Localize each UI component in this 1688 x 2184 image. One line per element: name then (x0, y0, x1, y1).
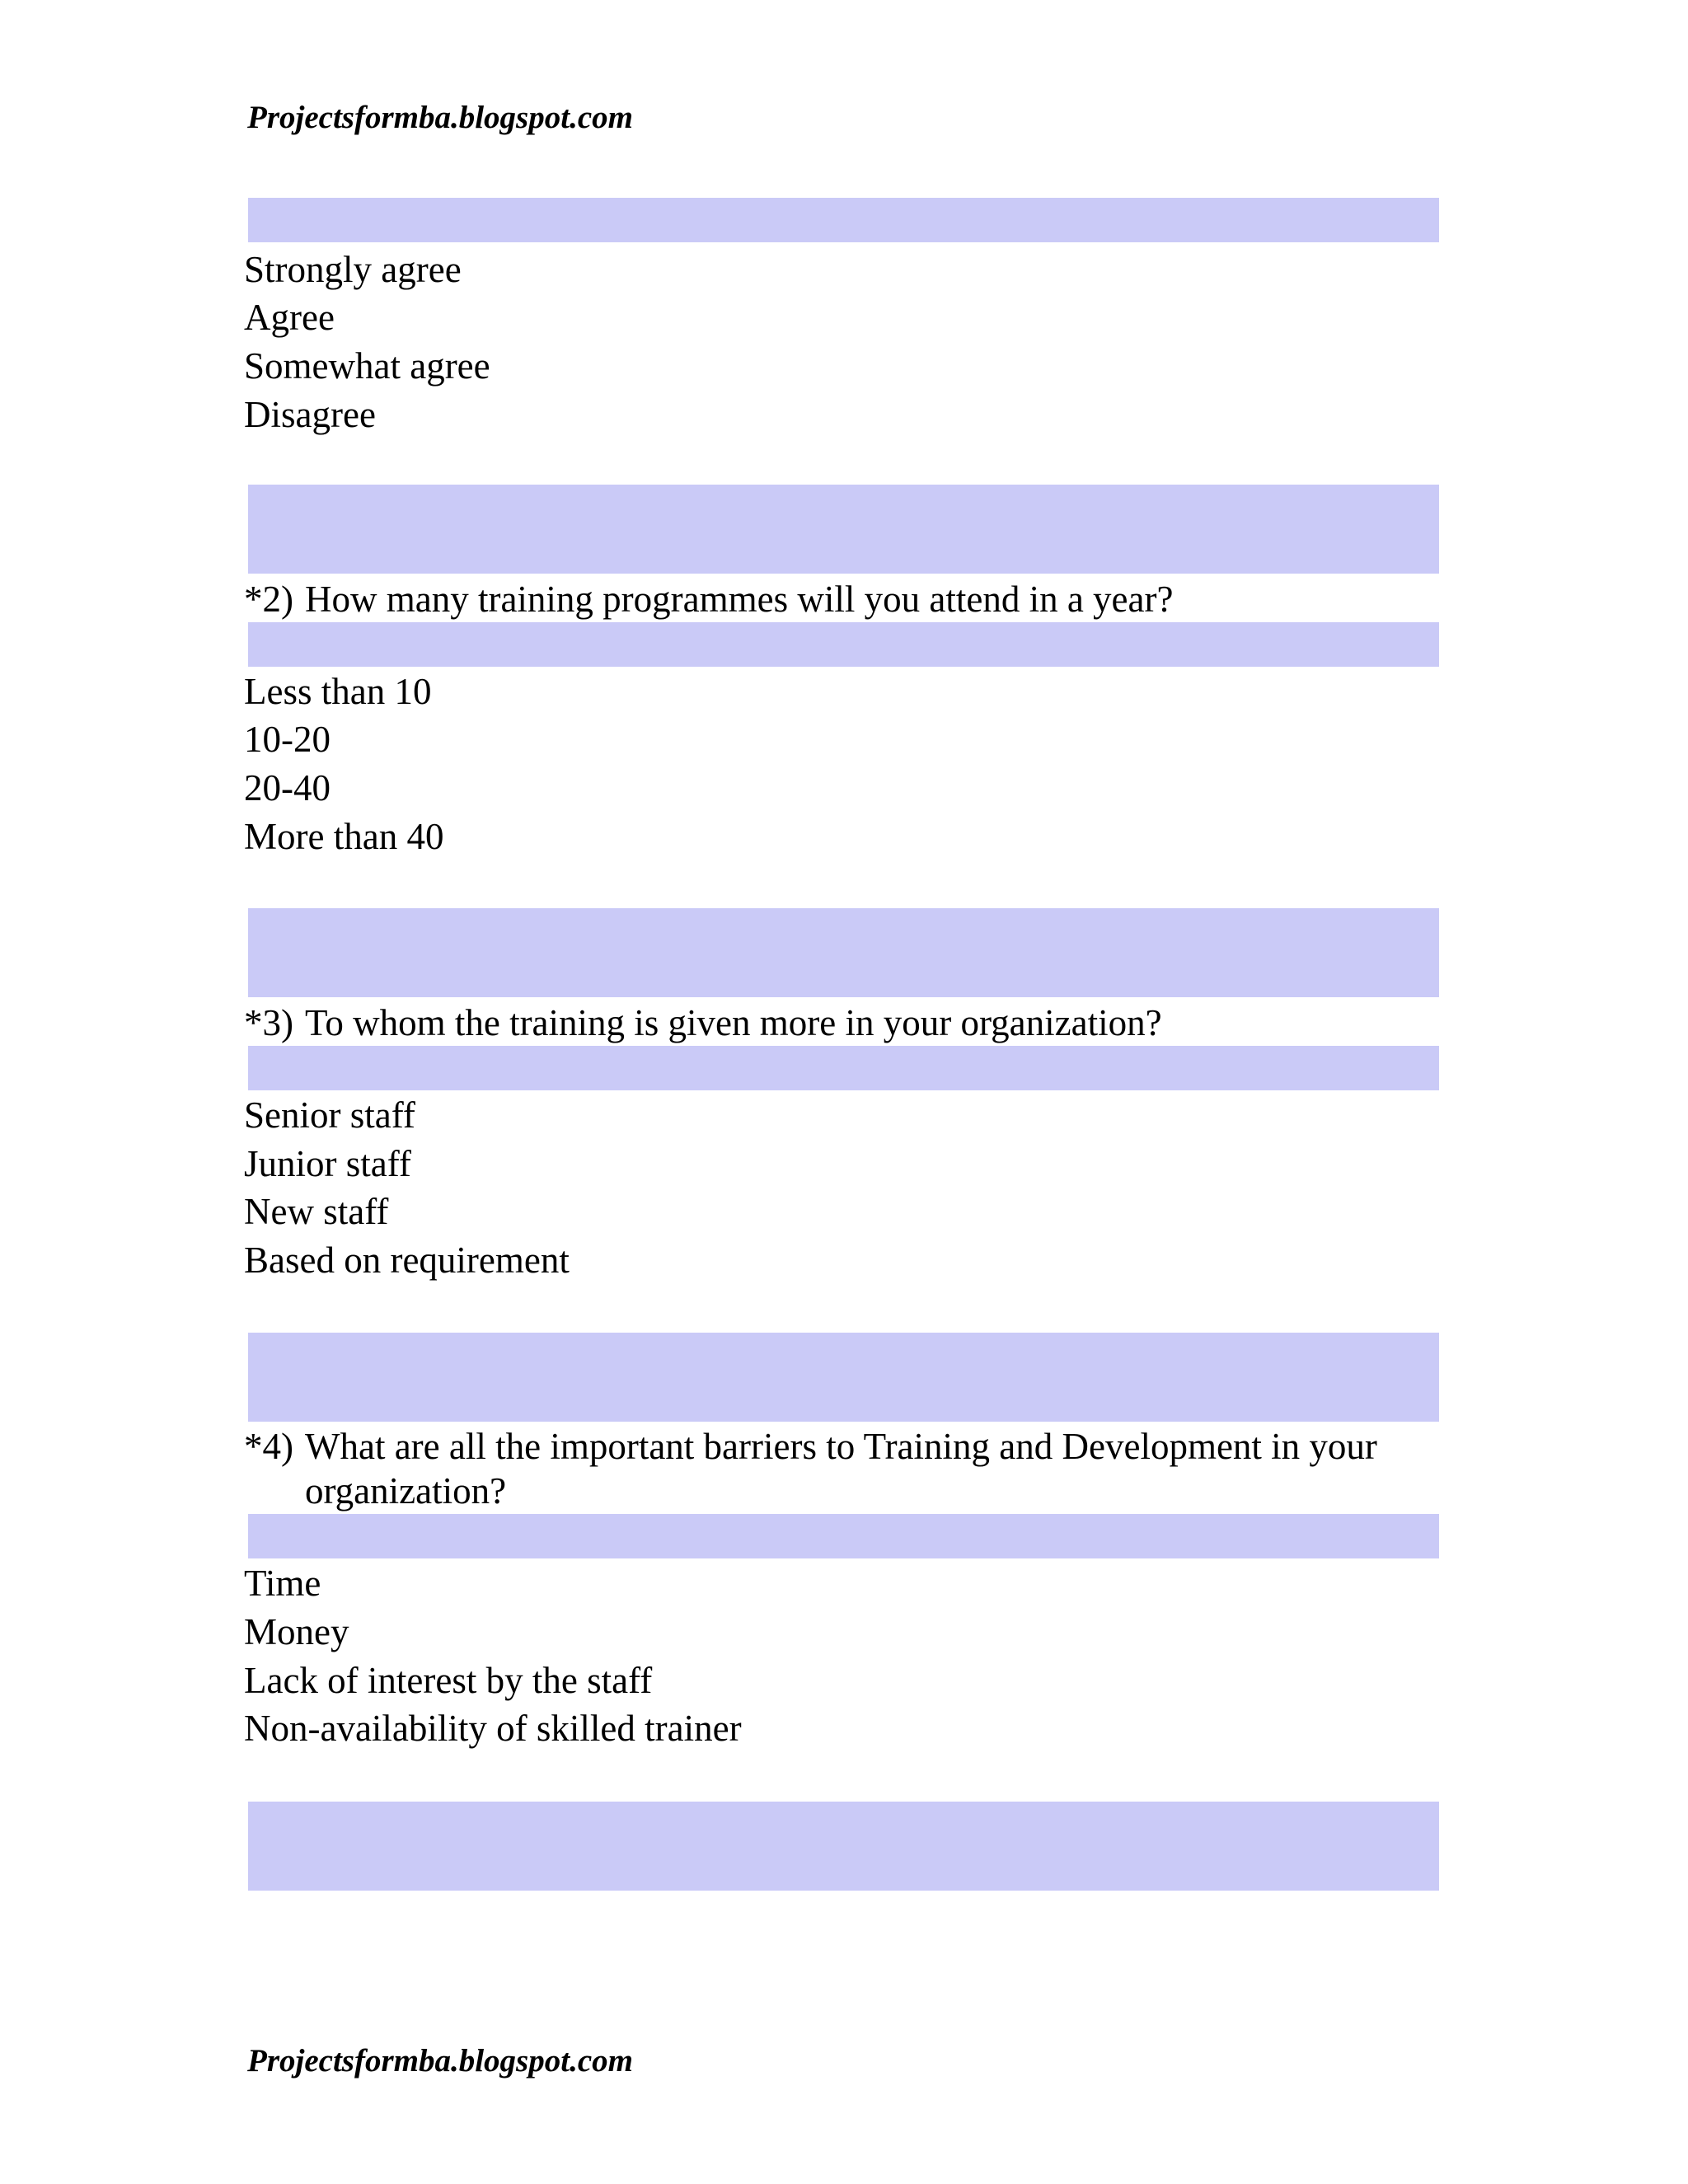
q3-option-1: Senior staff (244, 1094, 415, 1136)
q4-option-1: Time (244, 1563, 321, 1604)
question-4 (244, 1424, 1508, 1513)
question-band (248, 908, 1439, 997)
q1-option-4: Disagree (244, 394, 376, 435)
question-number: *4) (244, 1426, 293, 1467)
question-text: What are all the important barriers to Training and Development in your organization? (305, 1426, 1377, 1511)
q1-option-2: Agree (244, 297, 335, 338)
question-band (248, 1333, 1439, 1422)
question-text: To whom the training is given more in your organization? (305, 1002, 1162, 1043)
question-number: *2) (244, 579, 293, 620)
q3-option-4: Based on requirement (244, 1240, 570, 1281)
answer-band (248, 1046, 1439, 1090)
q3-option-3: New staff (244, 1191, 389, 1232)
question-band (248, 485, 1439, 574)
q4-option-2: Money (244, 1611, 349, 1652)
answer-band (248, 198, 1439, 242)
question-2 (244, 577, 1447, 621)
question-text: How many training programmes will you attend in a year? (305, 579, 1174, 620)
q2-option-1: Less than 10 (244, 671, 432, 712)
q2-option-3: 20-40 (244, 767, 331, 808)
q2-option-2: 10-20 (244, 719, 331, 760)
q1-option-3: Somewhat agree (244, 345, 490, 387)
question-number: *3) (244, 1002, 293, 1043)
answer-band (248, 1514, 1439, 1558)
q1-option-1: Strongly agree (244, 249, 462, 290)
answer-band (248, 622, 1439, 667)
q3-option-2: Junior staff (244, 1143, 411, 1184)
q2-option-4: More than 40 (244, 816, 444, 857)
question-3 (244, 1001, 1447, 1045)
q4-option-4: Non-availability of skilled trainer (244, 1708, 742, 1749)
q4-option-3: Lack of interest by the staff (244, 1660, 653, 1701)
page-footer: Projectsformba.blogspot.com (247, 2043, 633, 2079)
page-header: Projectsformba.blogspot.com (247, 100, 633, 135)
question-band (248, 1802, 1439, 1891)
